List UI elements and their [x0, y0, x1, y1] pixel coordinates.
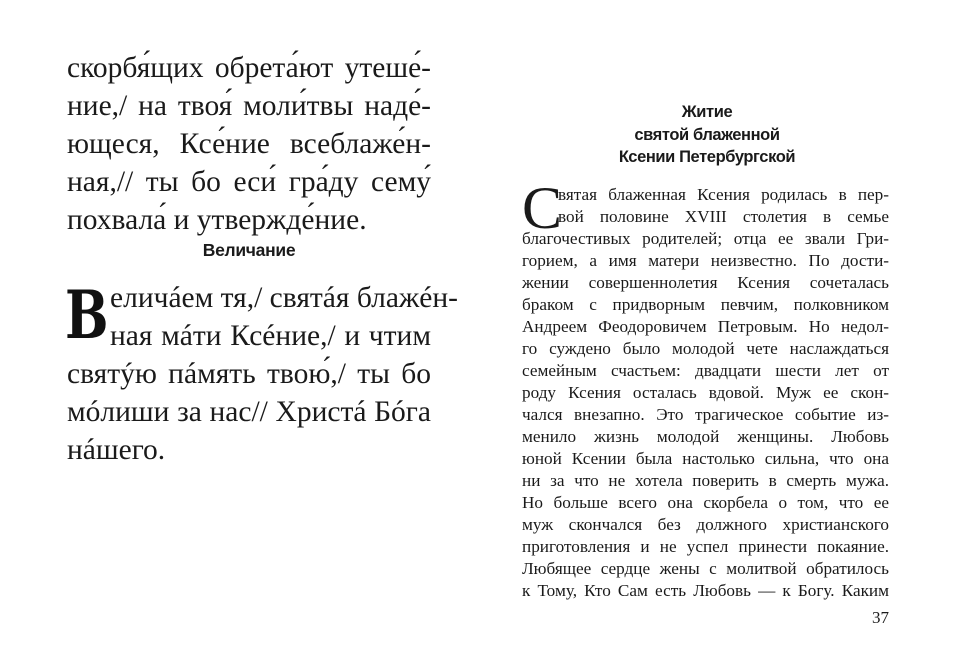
magnification-line-2: ная мáти Ксéние,/ и чтим	[110, 320, 431, 352]
page-number: 37	[872, 608, 889, 627]
troparion-line-1: скорбя́щих обрета́ют утеше́-	[67, 52, 431, 84]
body-line: ни за что не хотела поверить в смерть мужа.	[522, 471, 889, 490]
body-line: вой половине XVIII столетия в семье	[558, 207, 889, 226]
troparion-line-3: ющеся, Ксе́ние всеблаже́н-	[67, 128, 431, 160]
body-line: менило жизнь молодой женщины. Любовь	[522, 427, 889, 446]
magnification-heading: Величание	[202, 240, 296, 260]
body-line: семейным счастьем: двадцати шести лет от	[522, 361, 889, 380]
body-line: к Тому, Кто Сам есть Любовь — к Богу. Каким	[522, 581, 889, 600]
troparion-line-2: ние,/ на твоя́ моли́твы наде́-	[67, 90, 431, 122]
body-line: Любящее сердце жены с молитвой обратилось	[522, 559, 889, 578]
body-line: вятая блаженная Ксения родилась в пер-	[558, 185, 889, 204]
life-dropcap: С	[522, 175, 563, 241]
magnification-line-4: мóлиши за нас// Христá Бóга	[67, 396, 431, 428]
body-line: чался внезапно. Это трагическое событие из-	[522, 405, 889, 424]
body-line: приготовления и не успел принести покаяние.	[522, 537, 889, 556]
body-line: благочестивых родителей; отца ее звали Гри-	[522, 229, 889, 248]
life-title-line-3: Ксении Петербургской	[618, 148, 796, 166]
body-line: браком с придворным певчим, полковником	[522, 295, 889, 314]
life-title	[522, 101, 892, 169]
magnification-line-5: нáшего.	[67, 434, 166, 466]
body-line: горием, а имя матери неизвестно. По дости-	[522, 251, 889, 270]
body-line: го суждено было молодой чете наслаждаться	[522, 339, 889, 358]
body-line: Андреем Феодоровичем Петровым. Но недол-	[522, 317, 889, 336]
body-line: Но больше всего она скорбела о том, что ее	[522, 493, 889, 512]
body-line: юной Ксении была настолько сильна, что она	[522, 449, 889, 468]
magnification-line-3: святýю пáмять твою́,/ ты бо	[67, 358, 431, 390]
troparion-line-4: ная,// ты бо еси́ гра́ду сему́	[67, 166, 431, 198]
magnification-line-1: еличáем тя,/ святáя блажéн-	[110, 282, 458, 314]
body-line: муж скончался без должного христианского	[522, 515, 889, 534]
troparion-line-5: похвала́ и утвержде́ние.	[67, 204, 367, 236]
body-line: жении совершеннолетия Ксения сочеталась	[522, 273, 889, 292]
life-title-line-2: святой блаженной	[634, 125, 780, 144]
life-title-line-1: Житие	[681, 103, 733, 121]
body-line: роду Ксения осталась вдовой. Муж ее скон-	[522, 383, 889, 402]
magnification-dropcap: В	[65, 276, 109, 354]
